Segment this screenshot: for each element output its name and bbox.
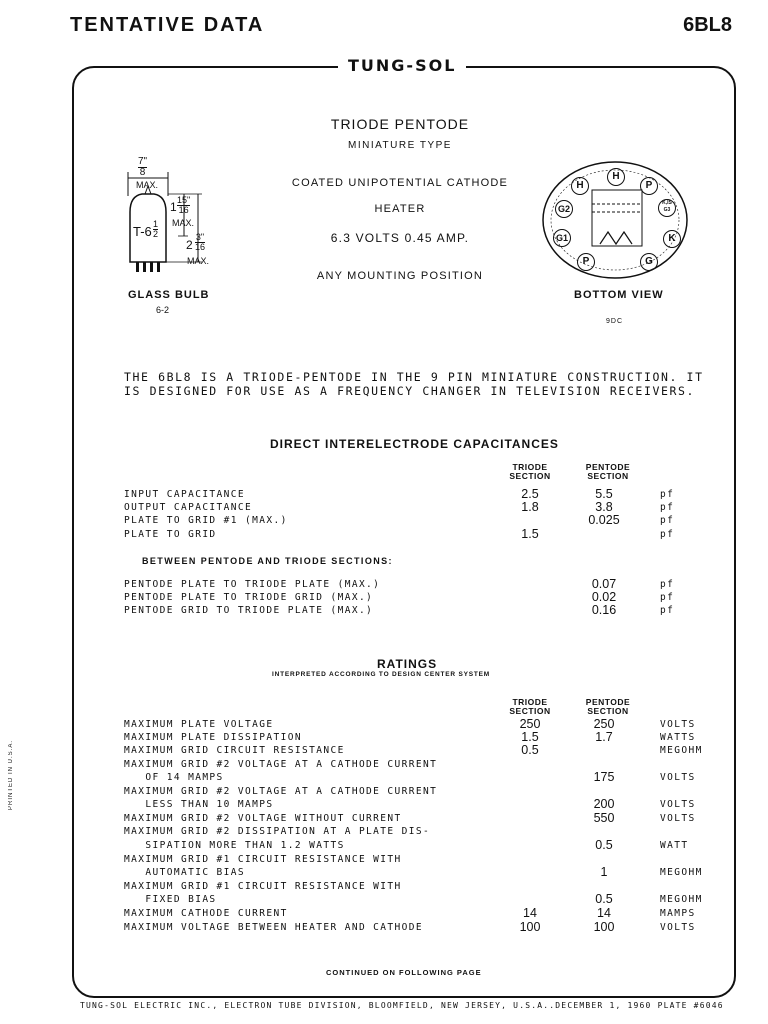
rating-row xyxy=(124,894,724,907)
cap-unit: pf xyxy=(660,502,675,513)
rating-label: MAXIMUM VOLTAGE BETWEEN HEATER AND CATHODE xyxy=(124,922,424,933)
rating-pentode-value: 100 xyxy=(593,920,615,934)
glass-bulb-code: 6-2 xyxy=(156,305,170,315)
tube-description: THE 6BL8 IS A TRIODE-PENTODE IN THE 9 PIN MINIATURE CONSTRUCTION. IT IS DESIGNED FOR USE AS A FREQUENCY CHANGER IN TELEVISION RECEIVERS. xyxy=(124,370,704,398)
cap-triode-value: 1.5 xyxy=(521,527,539,541)
rating-row xyxy=(124,867,724,880)
overall-height-fraction xyxy=(195,233,205,252)
rating-unit: VOLTS xyxy=(660,772,696,783)
between-value: 0.02 xyxy=(591,590,617,604)
rating-label: MAXIMUM PLATE VOLTAGE xyxy=(124,719,274,730)
cap-col-pentode xyxy=(578,463,638,481)
cap-triode-value: 2.5 xyxy=(521,487,539,501)
rating-unit: MEGOHM xyxy=(660,867,703,878)
between-sections-heading: BETWEEN PENTODE AND TRIODE SECTIONS: xyxy=(142,556,393,566)
rating-unit: VOLTS xyxy=(660,719,696,730)
rating-triode-value: 1.5 xyxy=(521,730,539,744)
ratings-subheading: INTERPRETED ACCORDING TO DESIGN CENTER SYSTEM xyxy=(272,671,491,678)
between-row-plate-plate xyxy=(124,579,724,592)
rating-pentode-value: 0.5 xyxy=(595,892,613,906)
pin-label-k: K xyxy=(663,228,681,248)
between-value: 0.16 xyxy=(591,603,617,617)
rating-row xyxy=(124,772,724,785)
pin-label-g1: G1 xyxy=(553,228,571,247)
capacitances-heading: DIRECT INTERELECTRODE CAPACITANCES xyxy=(270,437,559,451)
rating-label: MAXIMUM GRID CIRCUIT RESISTANCE xyxy=(124,745,345,756)
rating-unit: MEGOHM xyxy=(660,894,703,905)
rating-row xyxy=(124,922,724,935)
cap-row-input xyxy=(124,489,724,502)
cap-col-pentode-line2: SECTION xyxy=(587,471,629,481)
rating-label: MAXIMUM CATHODE CURRENT xyxy=(124,908,288,919)
pin-label-g-triode: G xyxy=(640,251,658,271)
cap-unit: pf xyxy=(660,529,675,540)
pin-label-p-pentode: P xyxy=(640,175,658,195)
cap-label: PLATE TO GRID #1 (MAX.) xyxy=(124,515,288,526)
rating-label: MAXIMUM GRID #2 DISSIPATION AT A PLATE DIS- xyxy=(124,826,431,837)
rating-triode-value: 250 xyxy=(519,717,541,731)
tube-subtitle: MINIATURE TYPE xyxy=(348,140,452,151)
cap-label: INPUT CAPACITANCE xyxy=(124,489,246,500)
rating-row xyxy=(124,908,724,921)
ratings-heading: RATINGS xyxy=(377,657,438,671)
basing-code: 9DC xyxy=(606,318,624,325)
pin-label-h1: H xyxy=(571,175,589,195)
continued-notice: CONTINUED ON FOLLOWING PAGE xyxy=(326,968,482,977)
bulb-type-fraction: 1 2 xyxy=(153,219,159,239)
rating-row xyxy=(124,786,724,799)
seat-height-max: MAX. xyxy=(172,218,195,228)
cap-triode-value: 1.8 xyxy=(521,500,539,514)
header-tentative-data: TENTATIVE DATA xyxy=(70,14,265,36)
footer-imprint: TUNG-SOL ELECTRIC INC., ELECTRON TUBE DIVISION, BLOOMFIELD, NEW JERSEY, U.S.A..DECEMBER 1, 1960 PLATE #6046 xyxy=(80,1001,724,1010)
rating-label: MAXIMUM GRID #2 VOLTAGE AT A CATHODE CURRENT xyxy=(124,759,438,770)
heater-label: HEATER xyxy=(374,203,426,215)
rating-row xyxy=(124,826,724,839)
tube-title: TRIODE PENTODE xyxy=(330,116,470,132)
cap-label: OUTPUT CAPACITANCE xyxy=(124,502,253,513)
cap-pentode-value: 3.8 xyxy=(595,500,613,514)
rating-label: OF 14 MAMPS xyxy=(124,772,224,783)
cap-col-triode-line2: SECTION xyxy=(509,471,551,481)
rating-label: LESS THAN 10 MAMPS xyxy=(124,799,274,810)
side-print-mark: PRINTED IN U.S.A. xyxy=(8,740,14,811)
between-row-plate-grid xyxy=(124,592,724,605)
cap-col-pentode-line1: PENTODE xyxy=(585,462,631,472)
rating-label: MAXIMUM GRID #2 VOLTAGE AT A CATHODE CURRENT xyxy=(124,786,438,797)
pin-label-p-triode: P xyxy=(577,251,595,271)
cathode-type: COATED UNIPOTENTIAL CATHODE xyxy=(291,177,509,189)
rating-pentode-value: 175 xyxy=(593,770,615,784)
between-value: 0.07 xyxy=(591,577,617,591)
bulb-width-numerator: 7" xyxy=(138,156,148,167)
rating-row xyxy=(124,881,724,894)
cap-unit: pf xyxy=(660,489,675,500)
bulb-width-max: MAX. xyxy=(136,180,159,190)
rating-row xyxy=(124,813,724,826)
between-label: PENTODE PLATE TO TRIODE PLATE (MAX.) xyxy=(124,579,381,590)
rating-unit: WATT xyxy=(660,840,689,851)
rating-row xyxy=(124,759,724,772)
overall-height-max: MAX. xyxy=(187,256,210,266)
rating-unit: VOLTS xyxy=(660,813,696,824)
seat-height-whole: 1 xyxy=(170,200,177,214)
ratings-col-triode-line2: SECTION xyxy=(509,706,551,716)
rating-pentode-value: 0.5 xyxy=(595,838,613,852)
cap-pentode-value: 5.5 xyxy=(595,487,613,501)
mounting-position: ANY MOUNTING POSITION xyxy=(316,270,484,282)
heater-rating: 6.3 VOLTS 0.45 AMP. xyxy=(330,231,470,245)
overall-height-denominator: 16 xyxy=(195,242,206,252)
rating-row xyxy=(124,732,724,745)
rating-row xyxy=(124,745,724,758)
rating-unit: WATTS xyxy=(660,732,696,743)
overall-height-numerator: 3" xyxy=(195,232,205,242)
rating-pentode-value: 250 xyxy=(593,717,615,731)
rating-pentode-value: 14 xyxy=(597,906,611,920)
cap-row-output xyxy=(124,502,724,515)
rating-label: FIXED BIAS xyxy=(124,894,217,905)
between-label: PENTODE PLATE TO TRIODE GRID (MAX.) xyxy=(124,592,374,603)
rating-label: MAXIMUM PLATE DISSIPATION xyxy=(124,732,302,743)
rating-pentode-value: 200 xyxy=(593,797,615,811)
rating-row xyxy=(124,719,724,732)
cap-row-plate-grid xyxy=(124,529,724,542)
rating-pentode-value: 1 xyxy=(600,865,608,879)
between-unit: pf xyxy=(660,592,675,603)
rating-unit: VOLTS xyxy=(660,922,696,933)
brand-logo: TUNG-SOL xyxy=(338,56,466,75)
seat-height-numerator: 15" xyxy=(177,195,191,205)
cap-label: PLATE TO GRID xyxy=(124,529,217,540)
ratings-col-pentode xyxy=(578,698,638,716)
glass-bulb-caption: GLASS BULB xyxy=(128,289,210,301)
ratings-col-pentode-line1: PENTODE xyxy=(585,697,631,707)
rating-row xyxy=(124,840,724,853)
rating-triode-value: 0.5 xyxy=(521,743,539,757)
cap-unit: pf xyxy=(660,515,675,526)
cap-pentode-value: 0.025 xyxy=(588,513,620,527)
rating-triode-value: 100 xyxy=(519,920,541,934)
between-unit: pf xyxy=(660,605,675,616)
pin-label-g2: G2 xyxy=(555,199,573,218)
cap-col-triode xyxy=(500,463,560,481)
bulb-type: T-6 xyxy=(133,224,152,239)
ratings-col-pentode-line2: SECTION xyxy=(587,706,629,716)
bulb-width-dimension xyxy=(138,157,147,178)
rating-label: SIPATION MORE THAN 1.2 WATTS xyxy=(124,840,345,851)
rating-label: MAXIMUM GRID #1 CIRCUIT RESISTANCE WITH xyxy=(124,881,402,892)
rating-row xyxy=(124,854,724,867)
rating-label: MAXIMUM GRID #2 VOLTAGE WITHOUT CURRENT xyxy=(124,813,402,824)
rating-unit: VOLTS xyxy=(660,799,696,810)
between-label: PENTODE GRID TO TRIODE PLATE (MAX.) xyxy=(124,605,374,616)
cap-row-plate-grid1 xyxy=(124,515,724,528)
header-tube-type: 6BL8 xyxy=(683,14,732,36)
between-unit: pf xyxy=(660,579,675,590)
seat-height-fraction xyxy=(177,196,190,215)
rating-triode-value: 14 xyxy=(523,906,537,920)
rating-unit: MAMPS xyxy=(660,908,696,919)
pin-label-h2: H xyxy=(607,166,625,186)
bottom-view-caption: BOTTOM VIEW xyxy=(574,289,664,301)
seat-height-denominator: 16 xyxy=(178,205,189,215)
rating-pentode-value: 1.7 xyxy=(595,730,613,744)
rating-label: MAXIMUM GRID #1 CIRCUIT RESISTANCE WITH xyxy=(124,854,402,865)
rating-label: AUTOMATIC BIAS xyxy=(124,867,246,878)
cap-col-triode-line1: TRIODE xyxy=(512,462,548,472)
rating-unit: MEGOHM xyxy=(660,745,703,756)
ratings-col-triode xyxy=(500,698,560,716)
ratings-col-triode-line1: TRIODE xyxy=(512,697,548,707)
rating-pentode-value: 550 xyxy=(593,811,615,825)
overall-height-whole: 2 xyxy=(186,238,193,252)
bulb-width-denominator: 8 xyxy=(139,167,146,178)
pin-label-k-is-g3: K,IS G3 xyxy=(658,198,676,217)
rating-row xyxy=(124,799,724,812)
between-row-grid-plate xyxy=(124,605,724,618)
